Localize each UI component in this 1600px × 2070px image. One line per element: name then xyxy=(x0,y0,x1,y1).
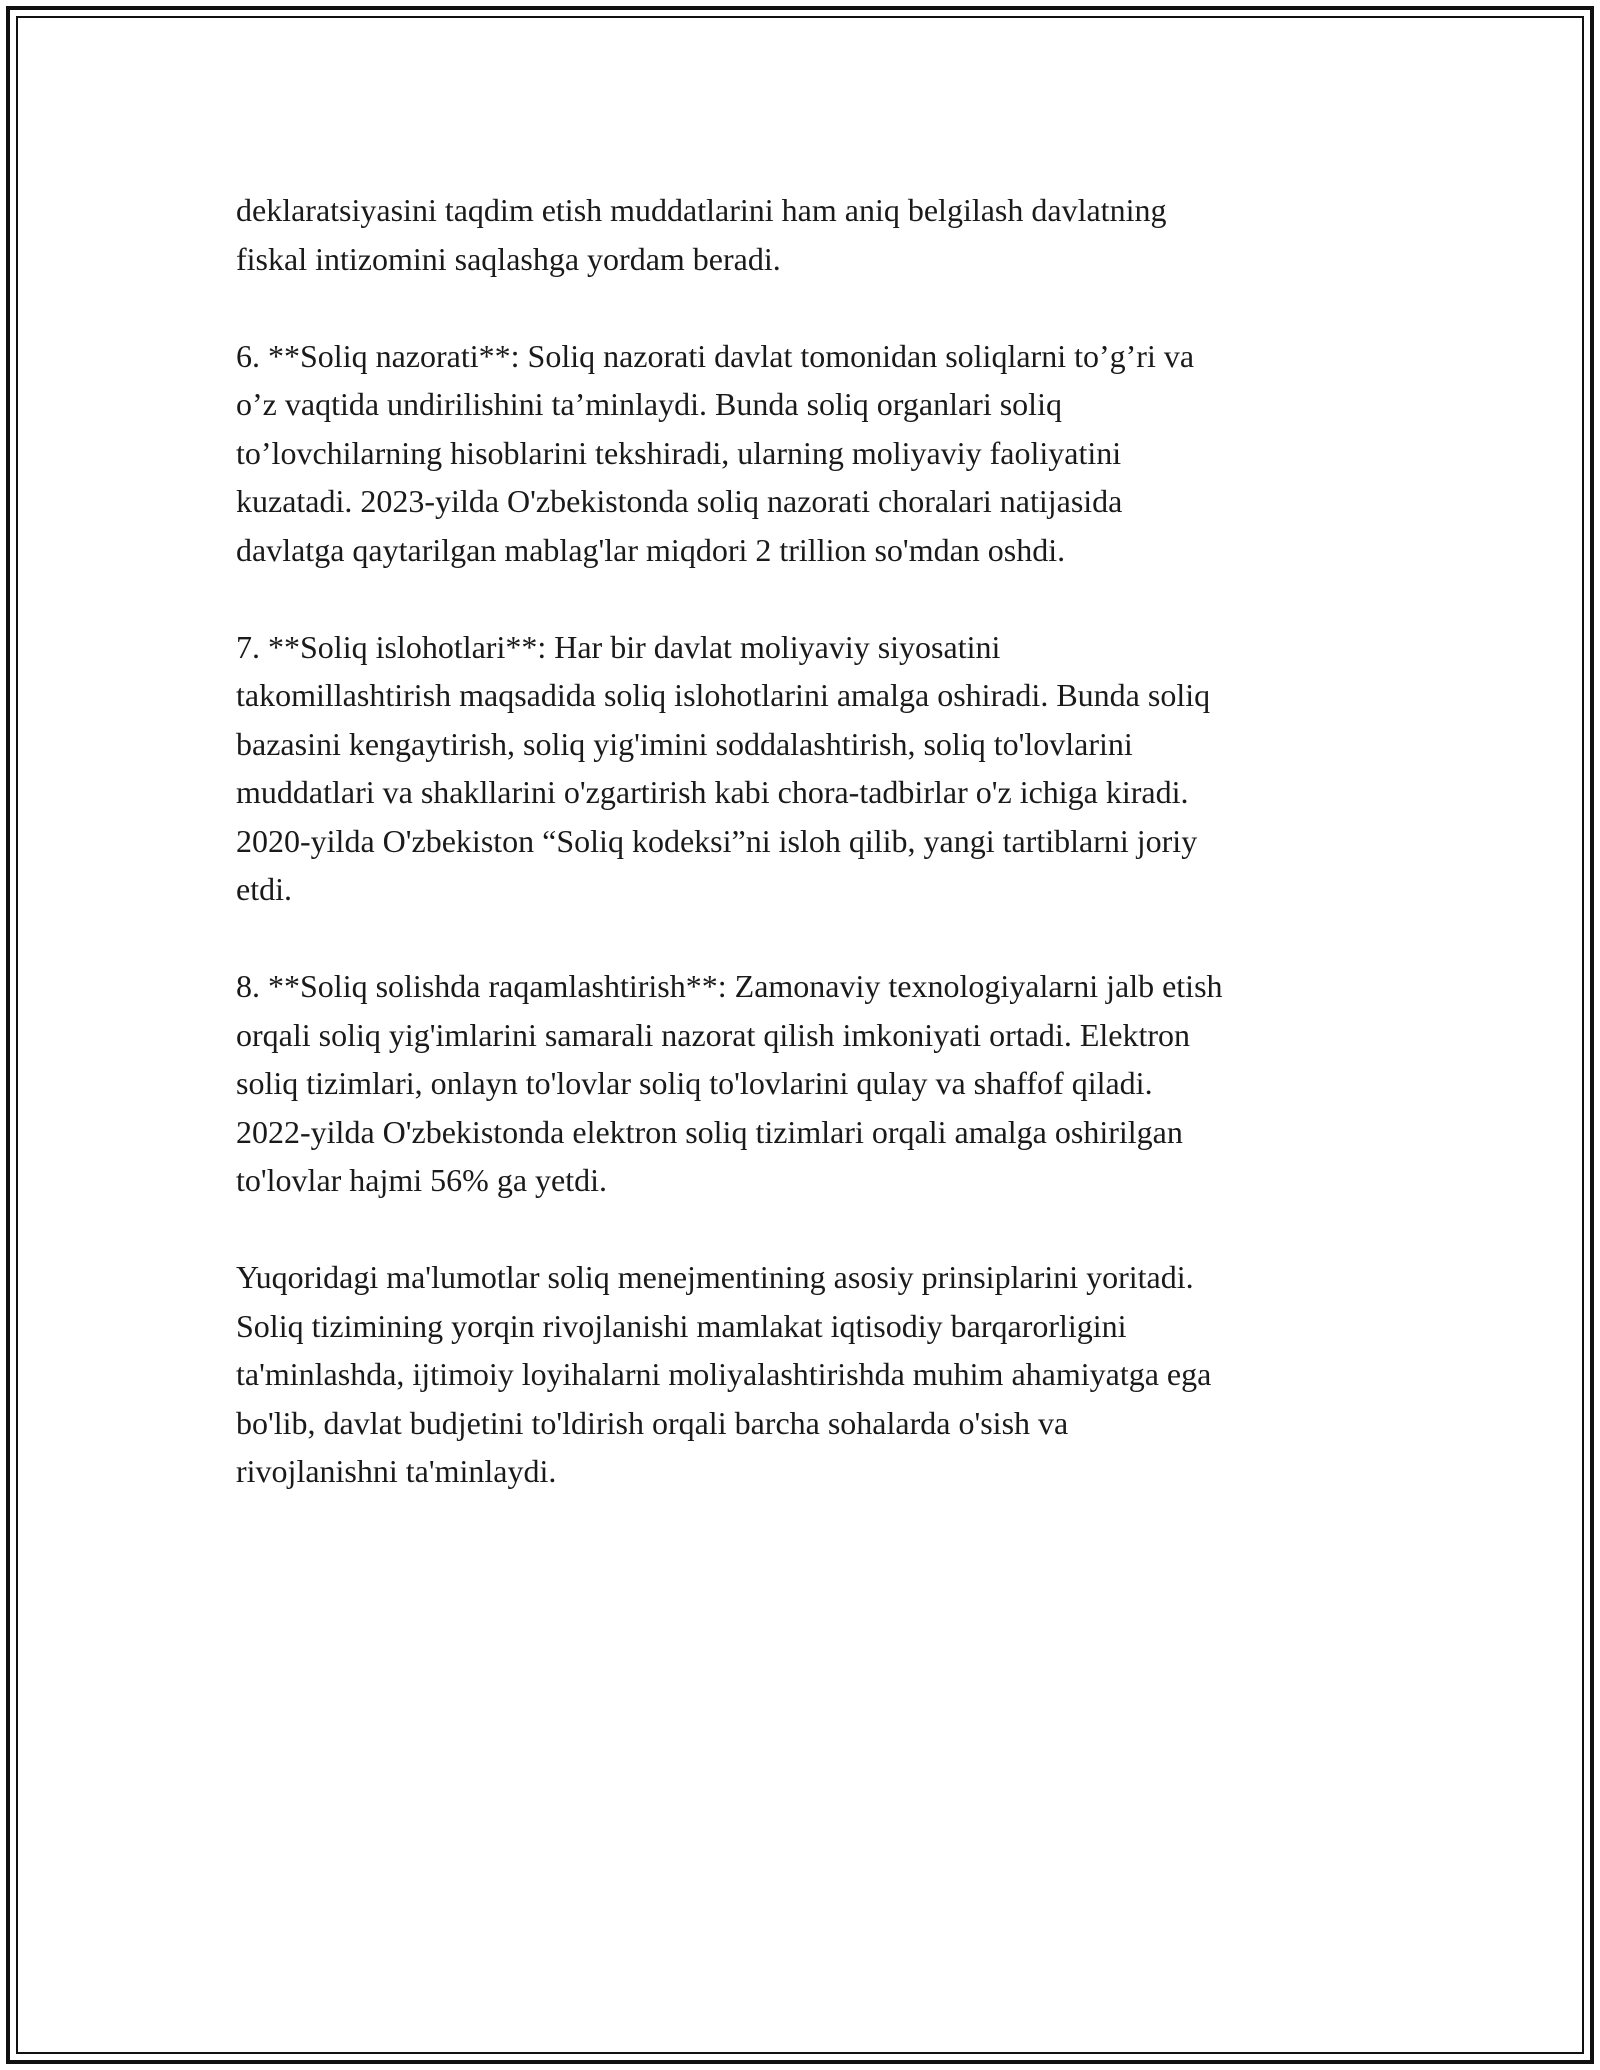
text-line: soliq tizimlari, onlayn to'lovlar soliq to'lovlarini qulay va shaffof qiladi. xyxy=(236,1065,1153,1101)
text-line: Yuqoridagi ma'lumotlar soliq menejmentining asosiy prinsiplarini yoritadi. xyxy=(236,1259,1194,1295)
paragraph-raqamlashtirish xyxy=(236,962,1386,1205)
text-line: to’lovchilarning hisoblarini tekshiradi, ularning moliyaviy faoliyatini xyxy=(236,434,1122,471)
text-line: muddatlari va shakllarini o'zgartirish kabi chora-tadbirlar o'z ichiga kiradi. xyxy=(236,774,1189,810)
text-line: fiskal intizomini saqlashga yordam beradi. xyxy=(236,240,781,277)
text-line: 8. **Soliq solishda raqamlashtirish**: Zamonaviy texnologiyalarni jalb etish xyxy=(236,968,1223,1004)
paragraph-conclusion xyxy=(236,1253,1386,1496)
text-line: 6. **Soliq nazorati**: Soliq nazorati davlat tomonidan soliqlarni to’g’ri va xyxy=(236,337,1195,374)
text-line: davlatga qaytarilgan mablag'lar miqdori 2 trillion so'mdan oshdi. xyxy=(236,531,1066,568)
text-line: to'lovlar hajmi 56% ga yetdi. xyxy=(236,1162,608,1198)
paragraph-soliq-islohotlari xyxy=(236,623,1386,914)
text-line: 2022-yilda O'zbekistonda elektron soliq tizimlari orqali amalga oshirilgan xyxy=(236,1113,1183,1150)
text-line: kuzatadi. 2023-yilda O'zbekistonda soliq nazorati choralari natijasida xyxy=(236,483,1123,519)
text-line: 7. **Soliq islohotlari**: Har bir davlat moliyaviy siyosatini xyxy=(236,628,1001,665)
text-line: ta'minlashda, ijtimoiy loyihalarni moliyalashtirishda muhim ahamiyatga ega xyxy=(236,1356,1212,1392)
text-line: bazasini kengaytirish, soliq yig'imini soddalashtirish, soliq to'lovlarini xyxy=(236,725,1133,762)
document-body xyxy=(236,186,1386,1496)
paragraph-continuation xyxy=(236,186,1386,283)
text-line: etdi. xyxy=(236,871,292,907)
text-line: rivojlanishni ta'minlaydi. xyxy=(236,1453,557,1489)
text-line: Soliq tizimining yorqin rivojlanishi mamlakat iqtisodiy barqarorligini xyxy=(236,1307,1127,1344)
text-line: takomillashtirish maqsadida soliq islohotlarini amalga oshiradi. Bunda soliq xyxy=(236,677,1211,713)
text-line: 2020-yilda O'zbekiston “Soliq kodeksi”ni isloh qilib, yangi tartiblarni joriy xyxy=(236,822,1198,859)
text-line: orqali soliq yig'imlarini samarali nazorat qilish imkoniyati ortadi. Elektron xyxy=(236,1016,1190,1053)
text-line: bo'lib, davlat budjetini to'ldirish orqali barcha sohalarda o'sish va xyxy=(236,1404,1069,1441)
text-line: deklaratsiyasini taqdim etish muddatlarini ham aniq belgilash davlatning xyxy=(236,192,1167,228)
text-line: o’z vaqtida undirilishini ta’minlaydi. Bunda soliq organlari soliq xyxy=(236,386,1062,422)
paragraph-soliq-nazorati xyxy=(236,332,1386,575)
